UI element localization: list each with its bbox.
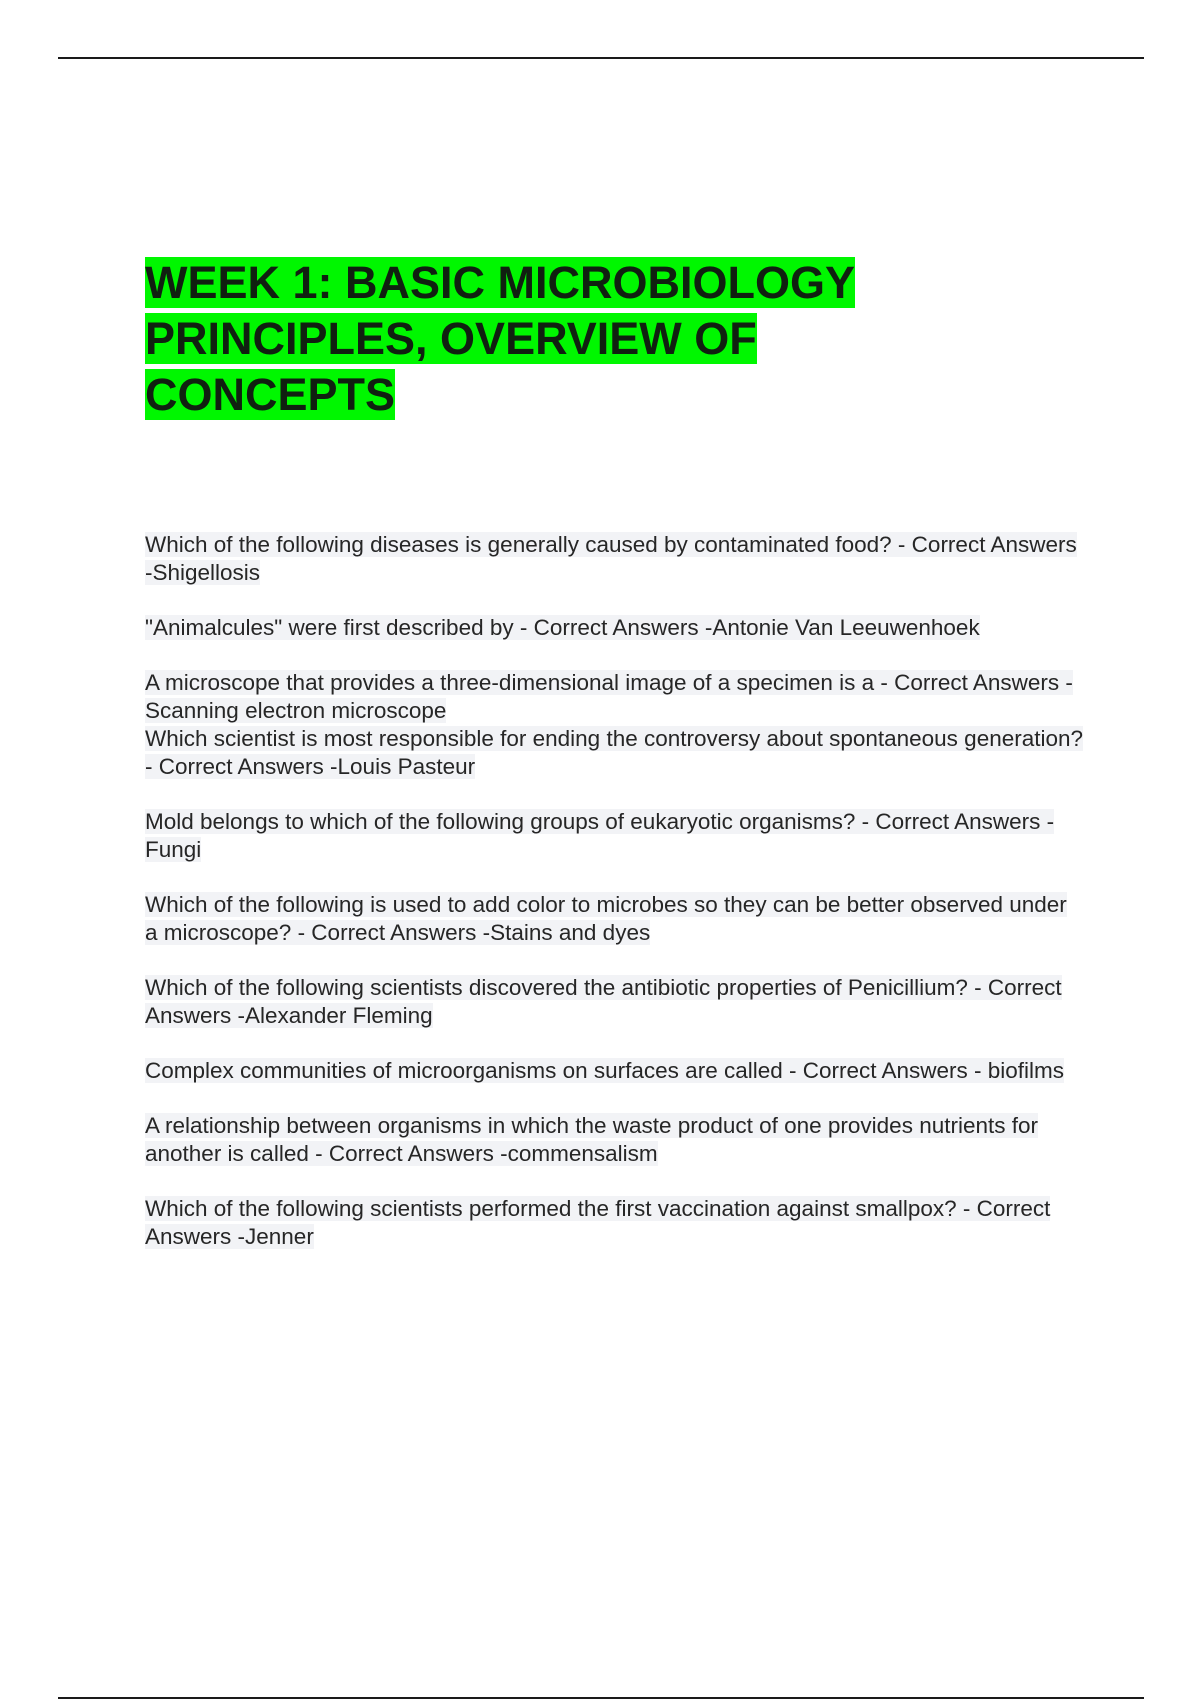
qa-list bbox=[145, 531, 1085, 1251]
document-title bbox=[145, 255, 965, 423]
qa-item bbox=[145, 669, 1085, 725]
top-divider bbox=[58, 57, 1144, 59]
qa-item bbox=[145, 974, 1085, 1030]
qa-text: A microscope that provides a three-dimensional image of a specimen is a - Correct Answers -Scanning electron microscope bbox=[145, 670, 1073, 723]
bottom-divider bbox=[58, 1697, 1144, 1699]
qa-text: Complex communities of microorganisms on surfaces are called - Correct Answers - biofilms bbox=[145, 1058, 1065, 1083]
title-text: WEEK 1: BASIC MICROBIOLOGY PRINCIPLES, OVERVIEW OF CONCEPTS bbox=[145, 257, 856, 420]
qa-item bbox=[145, 531, 1085, 587]
qa-text: Which of the following scientists performed the first vaccination against smallpox? - Correct Answers -Jenner bbox=[145, 1196, 1051, 1249]
qa-text: Which scientist is most responsible for ending the controversy about spontaneous generation? - Correct Answers -Louis Pasteur bbox=[145, 726, 1084, 779]
qa-text: Mold belongs to which of the following groups of eukaryotic organisms? - Correct Answers -Fungi bbox=[145, 809, 1055, 862]
qa-text: A relationship between organisms in which the waste product of one provides nutrients for another is called - Correct Answers -commensalism bbox=[145, 1113, 1039, 1166]
qa-item bbox=[145, 1112, 1085, 1168]
qa-text: Which of the following diseases is generally caused by contaminated food? - Correct Answers -Shigellosis bbox=[145, 532, 1077, 585]
qa-text: Which of the following scientists discovered the antibiotic properties of Penicillium? - Correct Answers -Alexander Fleming bbox=[145, 975, 1062, 1028]
qa-item bbox=[145, 808, 1085, 864]
qa-item bbox=[145, 614, 1085, 642]
document-body bbox=[145, 255, 1085, 1278]
qa-text: "Animalcules" were first described by - Correct Answers -Antonie Van Leeuwenhoek bbox=[145, 615, 980, 640]
qa-item bbox=[145, 1057, 1085, 1085]
qa-item bbox=[145, 725, 1085, 781]
qa-item bbox=[145, 891, 1085, 947]
qa-item bbox=[145, 1195, 1085, 1251]
qa-text: Which of the following is used to add color to microbes so they can be better observed under a microscope? - Correct Answers -Stains and dyes bbox=[145, 892, 1067, 945]
